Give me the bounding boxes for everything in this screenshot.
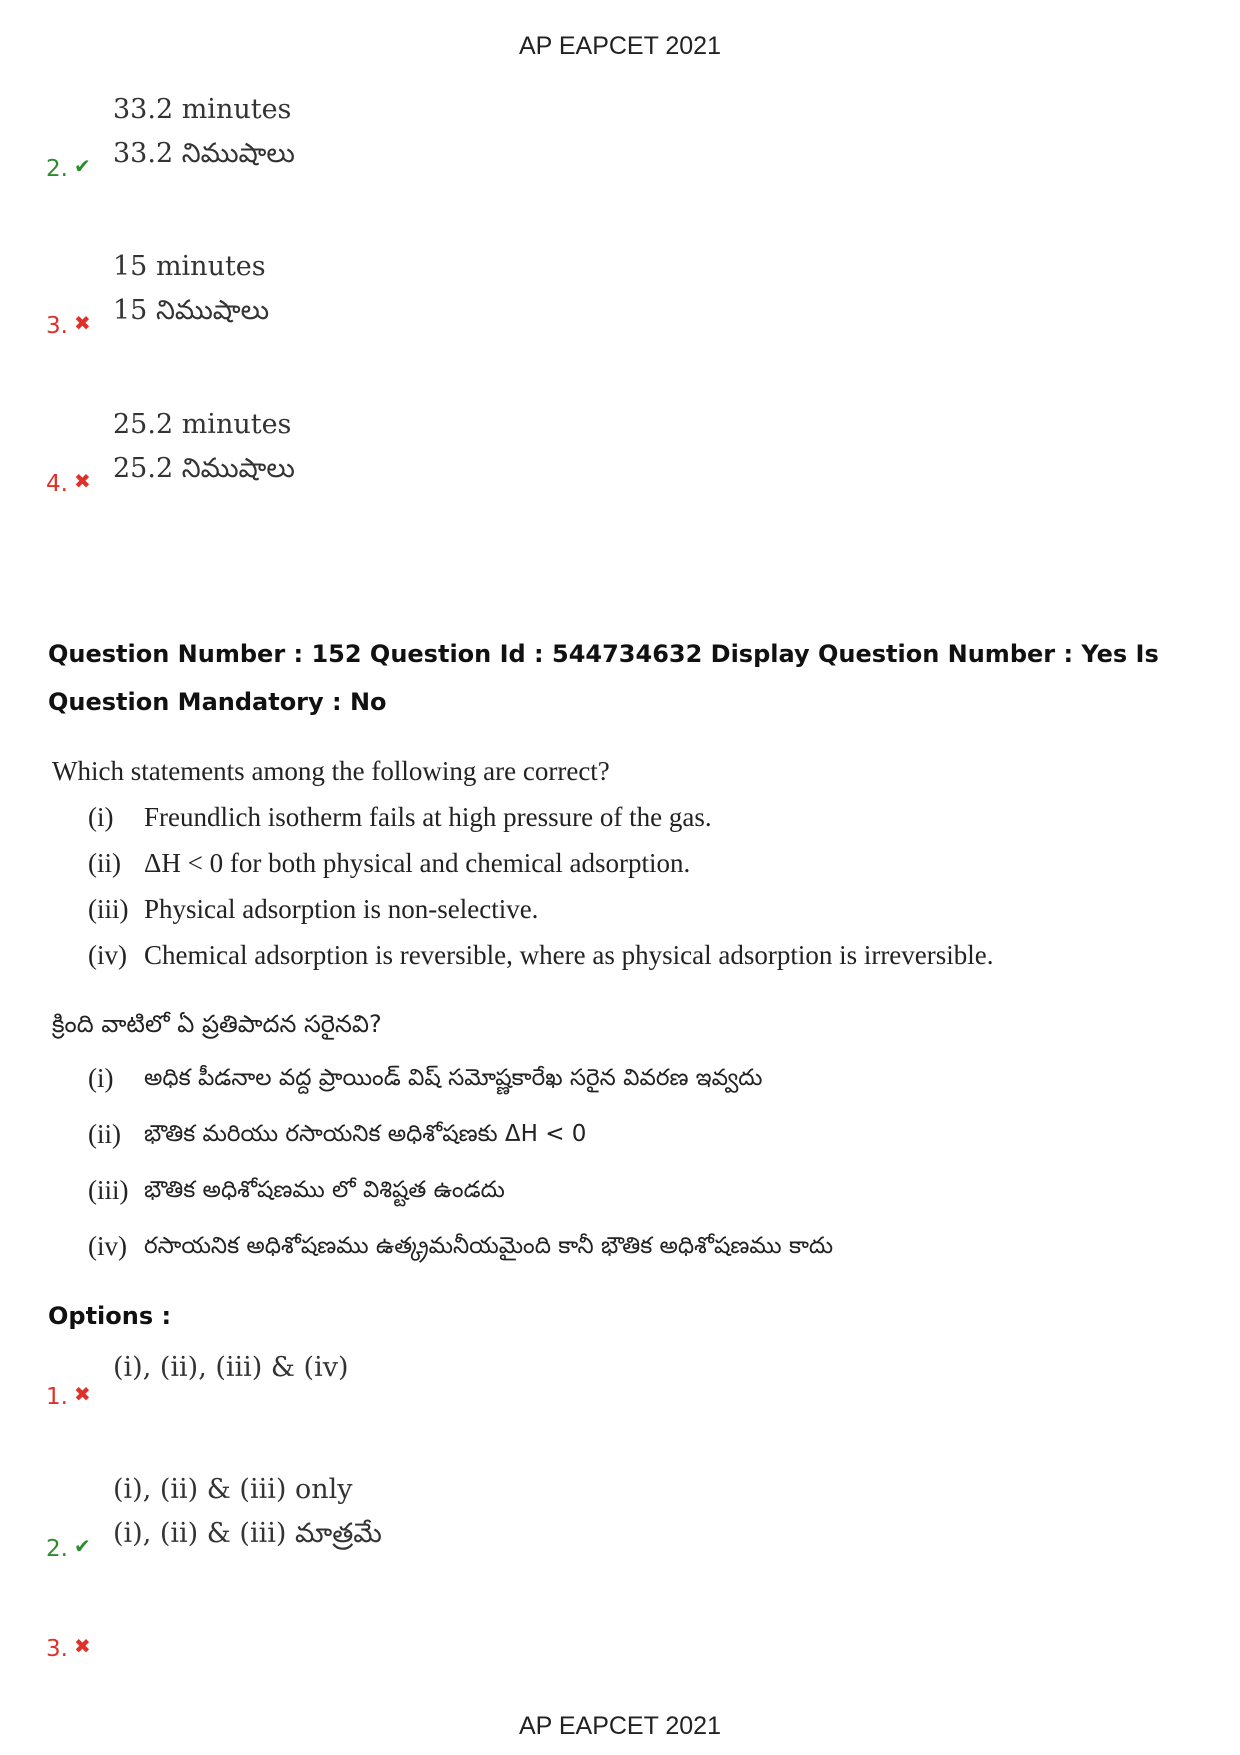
statement-iv (52, 1218, 834, 1274)
statement-numeral: (ii) (88, 1119, 121, 1149)
page-header: AP EAPCET 2021 (519, 32, 721, 60)
statement-text: అధిక పీడనాల వద్ద ప్రాయిండ్ విష్ సమోష్ణకారేఖ సరైన వివరణ ఇవ్వదు (144, 1065, 763, 1091)
option-number: 3. (46, 1636, 68, 1662)
option-text-en: (i), (ii) & (iii) only (113, 1474, 353, 1505)
statement-numeral: (iv) (88, 1231, 127, 1261)
statement-text: Physical adsorption is non-selective. (144, 894, 539, 924)
statement-numeral: (iii) (88, 894, 129, 924)
question-meta: Question Number : 152 Question Id : 544734632 Display Question Number : Yes Is Question Mandatory : No (48, 640, 1159, 716)
statement-iii (52, 886, 610, 932)
statement-i (52, 794, 712, 840)
statement-numeral: (iii) (88, 1175, 129, 1205)
question-lead: Which statements among the following are correct? (52, 756, 610, 786)
statement-text: భౌతిక మరియు రసాయనిక అధిశోషణకు ΔH < 0 (144, 1121, 587, 1147)
statement-numeral: (iv) (88, 940, 127, 970)
option-number: 2. (46, 156, 68, 182)
statement-text: Freundlich isotherm fails at high pressure of the gas. (144, 802, 712, 832)
cross-icon: ✖ (74, 469, 91, 493)
statement-text: ΔH < 0 for both physical and chemical adsorption. (144, 848, 691, 878)
statement-ii (52, 1106, 587, 1162)
option-text-en: 15 minutes (113, 251, 266, 282)
cross-icon: ✖ (74, 311, 91, 335)
option-text-en: 25.2 minutes (113, 409, 292, 440)
statement-text: భౌతిక అధిశోషణము లో విశిష్టత ఉండదు (144, 1177, 505, 1203)
statement-text: Chemical adsorption is reversible, where as physical adsorption is irreversible. (144, 940, 994, 970)
option-text-te: (i), (ii) & (iii) మాత్రమే (113, 1518, 382, 1549)
option-text-te: 33.2 నిముషాలు (113, 138, 295, 169)
question-stem-te (52, 998, 834, 1274)
check-icon: ✔ (74, 154, 91, 178)
options-label: Options : (48, 1302, 172, 1330)
statement-numeral: (ii) (88, 848, 121, 878)
statement-i (52, 1050, 763, 1106)
option-text-en: 33.2 minutes (113, 94, 292, 125)
statement-iii (52, 1162, 505, 1218)
statement-ii (52, 840, 691, 886)
option-number: 2. (46, 1536, 68, 1562)
statement-text: రసాయనిక అధిశోషణము ఉత్క్రమనీయమైంది కానీ భౌతిక అధిశోషణము కాదు (144, 1233, 834, 1259)
option-number: 3. (46, 313, 68, 339)
statement-iv (52, 932, 994, 978)
option-text-te: 15 నిముషాలు (113, 295, 270, 326)
page-footer: AP EAPCET 2021 (519, 1712, 721, 1740)
cross-icon: ✖ (74, 1634, 91, 1658)
option-text-en: (i), (ii), (iii) & (iv) (113, 1352, 349, 1383)
question-lead: క్రింది వాటిలో ఏ ప్రతిపాదన సరైనవి? (52, 1010, 382, 1038)
cross-icon: ✖ (74, 1382, 91, 1406)
question-stem-en (52, 748, 994, 978)
check-icon: ✔ (74, 1534, 91, 1558)
statement-numeral: (i) (88, 802, 114, 832)
statement-numeral: (i) (88, 1063, 114, 1093)
option-number: 4. (46, 471, 68, 497)
option-text-te: 25.2 నిముషాలు (113, 453, 295, 484)
option-number: 1. (46, 1384, 68, 1410)
